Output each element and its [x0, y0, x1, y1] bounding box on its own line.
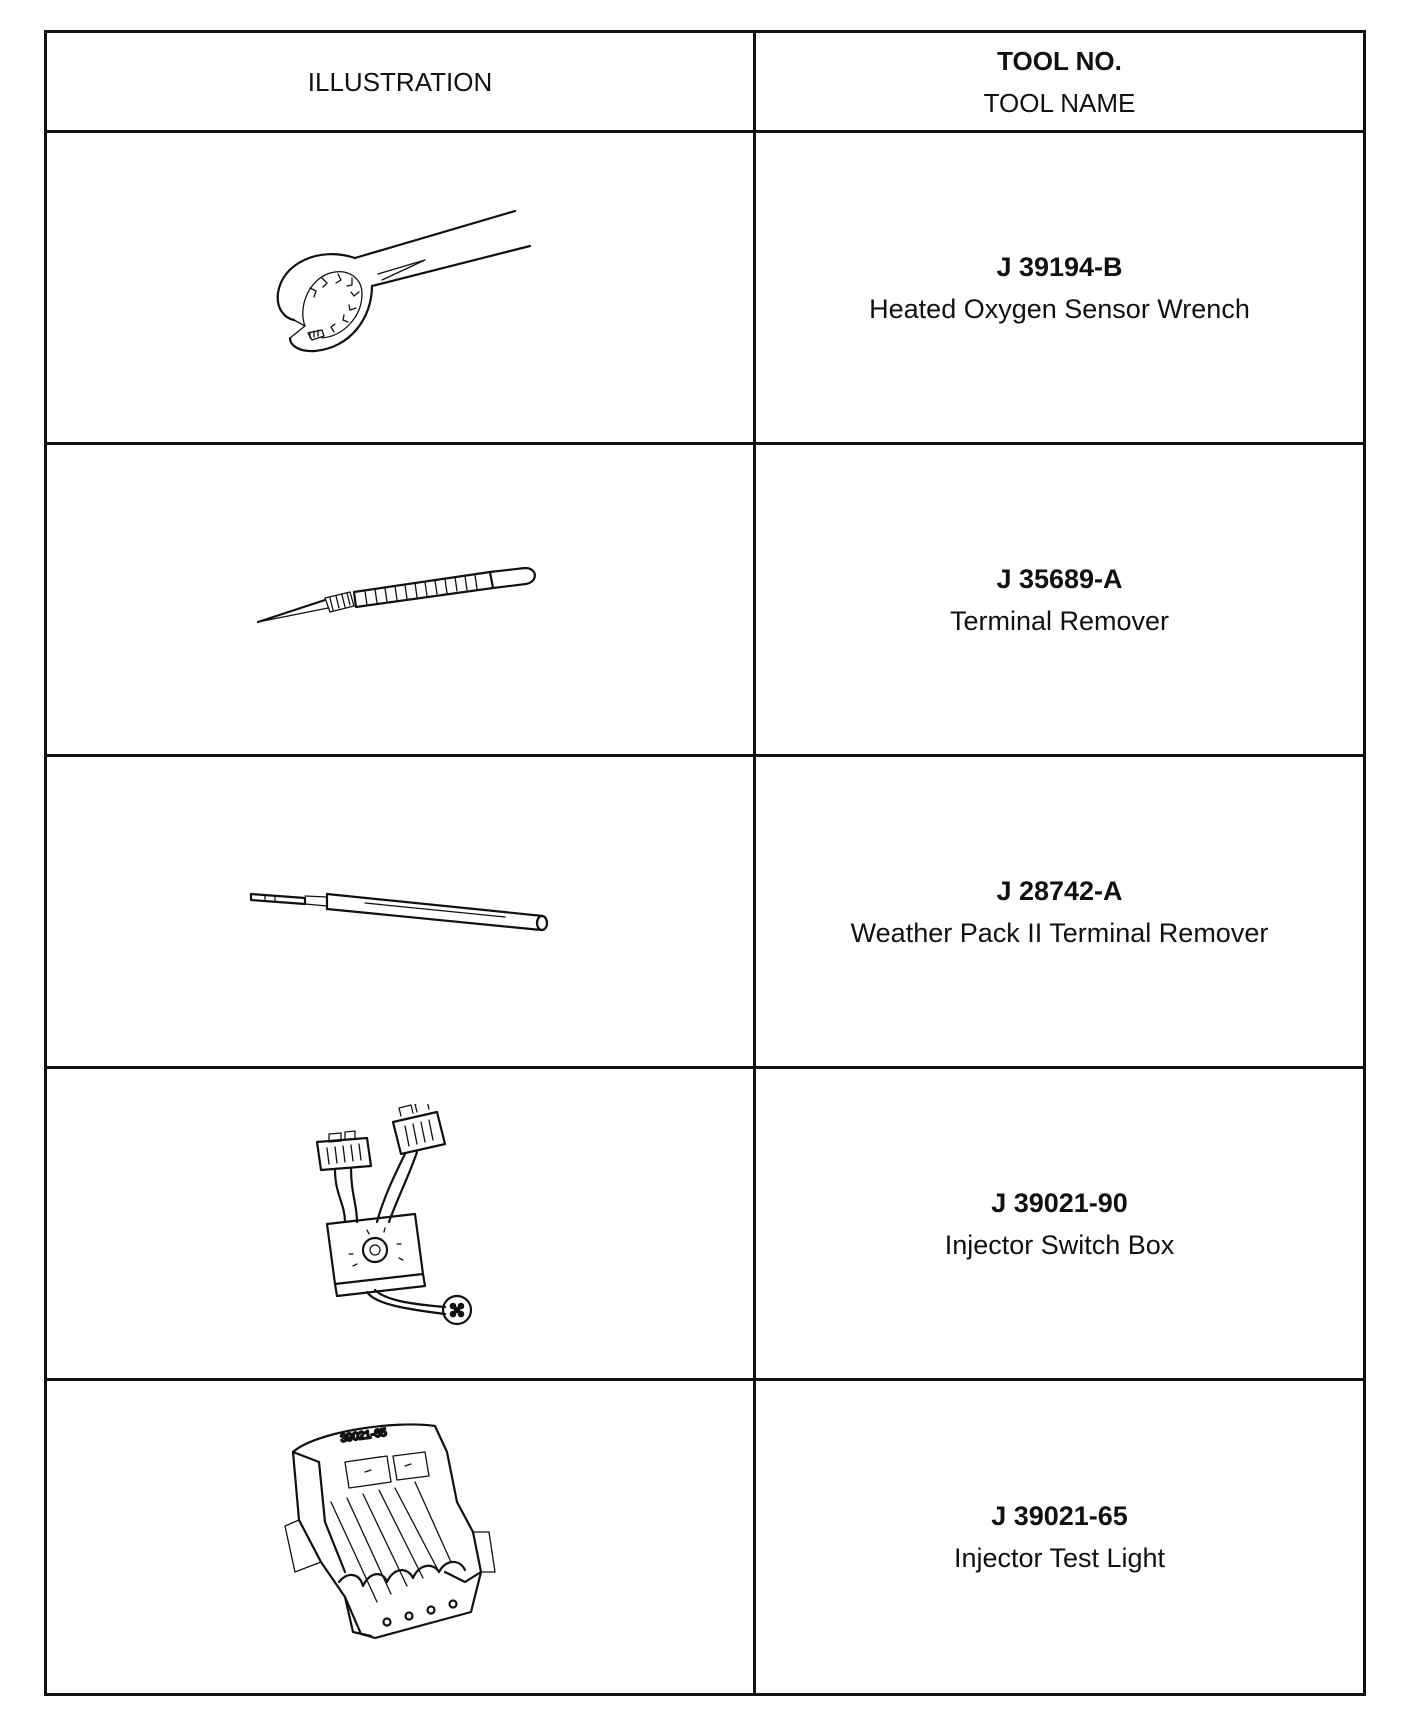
illustration-cell [47, 757, 756, 1069]
illustration-header [47, 33, 756, 133]
tool-number: J 39021-65 [991, 1501, 1128, 1531]
tool-name-header: TOOL NAME [983, 87, 1136, 118]
tool-info-cell [756, 133, 1363, 445]
tool-name: Terminal Remover [949, 605, 1170, 636]
special-tools-table [44, 30, 1366, 1696]
illustration-cell [47, 1381, 756, 1693]
tool-imprint: 39021-65 [339, 1426, 388, 1445]
tool-info-cell [756, 1381, 1363, 1693]
tool-name: Injector Test Light [953, 1543, 1166, 1573]
illustration-cell [47, 445, 756, 757]
tool-name: Heated Oxygen Sensor Wrench [869, 293, 1250, 324]
test-light-icon [275, 1422, 525, 1652]
tool-number: J 39194-B [996, 251, 1123, 282]
terminal-pick-icon [250, 560, 550, 640]
illustration-header-label: ILLUSTRATION [307, 66, 493, 97]
tool-number: J 28742-A [996, 875, 1123, 906]
pin-remover-icon [245, 882, 555, 942]
open-ring-wrench-icon [260, 208, 540, 368]
tool-name: Weather Pack II Terminal Remover [850, 917, 1269, 948]
tool-number: J 35689-A [996, 563, 1123, 594]
tool-header [756, 33, 1363, 133]
illustration-cell [47, 133, 756, 445]
tool-info-cell [756, 445, 1363, 757]
tool-info-cell [756, 757, 1363, 1069]
tool-no-header: TOOL NO. [997, 45, 1122, 76]
illustration-cell [47, 1069, 756, 1381]
tool-info-cell [756, 1069, 1363, 1381]
tool-name: Injector Switch Box [944, 1229, 1175, 1260]
tool-number: J 39021-90 [991, 1187, 1128, 1218]
switch-box-icon [305, 1104, 495, 1344]
